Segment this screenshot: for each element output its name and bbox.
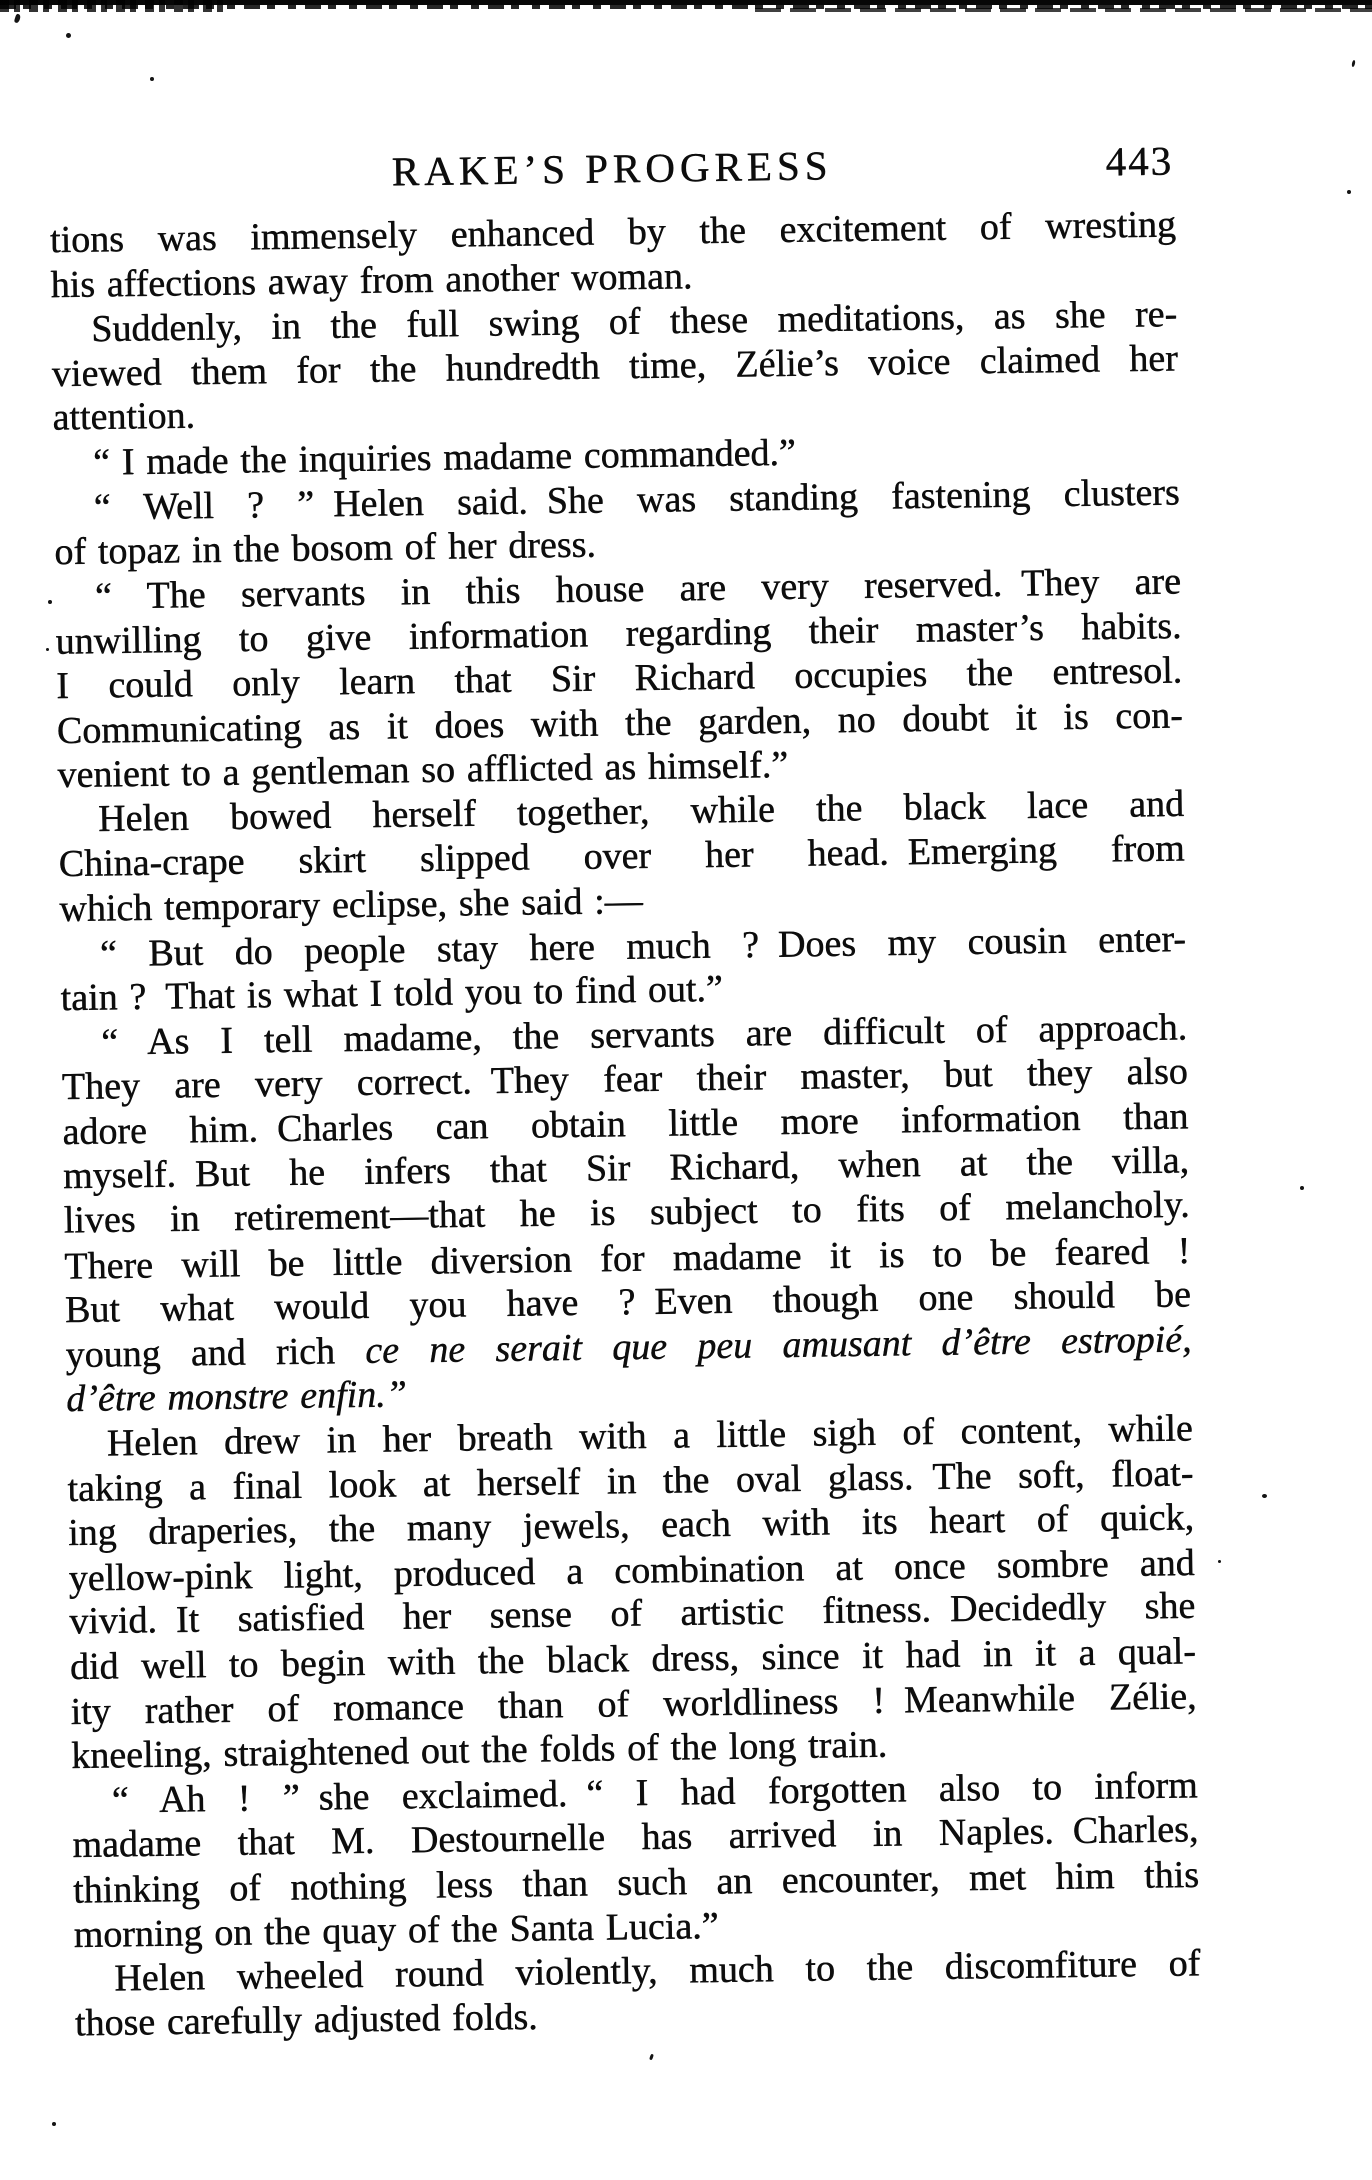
- text-segment: Helen drew in her breath with a little sigh of content, while: [106, 1407, 1193, 1465]
- text-segment: tions was immensely enhanced by the excitement of wresting: [49, 203, 1177, 262]
- text-segment: Communicating as it does with the garden, no doubt it is con-: [56, 693, 1184, 752]
- text-segment: viewed them for the hundredth time, Zélie’s voice claimed her: [51, 337, 1179, 395]
- text-segment: of topaz in the bosom of her dress.: [54, 523, 597, 574]
- text-segment: his affections away from another woman.: [50, 254, 693, 306]
- text-segment: China-crape skirt slipped over her head. Emerging from: [58, 827, 1185, 886]
- text-segment: unwilling to give information regarding their master’s habits.: [55, 605, 1182, 663]
- text-segment: kneeling, straightened out the folds of the long train.: [70, 1723, 888, 1778]
- text-segment: “ Well ? ” Helen said. She was standing fastening clusters: [93, 470, 1180, 529]
- text-segment: thinking of nothing less than such an encounter, met him this: [72, 1853, 1200, 1912]
- page-number: 443: [1105, 137, 1174, 185]
- running-title: RAKE’S PROGRESS: [391, 142, 833, 195]
- text-segment: They are very correct. They fear their master, but they also: [61, 1050, 1189, 1109]
- text-segment: ity rather of romance than of worldliness ! Meanwhile Zélie,: [70, 1674, 1197, 1733]
- text-segment: ing draperies, the many jewels, each with its heart of quick,: [67, 1496, 1195, 1555]
- text-segment: did well to begin with the black dress, since it had in it a qual-: [69, 1630, 1197, 1688]
- text-segment: “ The servants in this house are very reserved. They are: [94, 560, 1182, 618]
- italic-text-segment: d’être monstre enfin.”: [65, 1373, 407, 1421]
- text-segment: attention.: [52, 394, 196, 439]
- text-segment: Suddenly, in the full swing of these meditations, as she re-: [90, 293, 1178, 351]
- text-segment: myself. But he infers that Sir Richard, when at the villa,: [62, 1139, 1190, 1198]
- text-segment: madame that M. Destournelle has arrived in Naples. Charles,: [72, 1808, 1199, 1867]
- italic-text-segment: ce ne serait que peu amusant d’être estropié,: [364, 1318, 1192, 1372]
- text-block: [50, 202, 1201, 2046]
- text-segment: which temporary eclipse, she said :—: [59, 879, 643, 930]
- text-segment: There will be little diversion for madame it is to be feared !: [64, 1229, 1191, 1288]
- text-segment: “ As I tell madame, the servants are difficult of approach.: [100, 1005, 1188, 1064]
- text-segment: But what would you have ? Even though one should be: [64, 1273, 1192, 1332]
- text-segment: “ But do people stay here much ? Does my cousin enter-: [99, 917, 1187, 975]
- text-segment: Helen bowed herself together, while the black lace and: [97, 782, 1185, 840]
- text-segment: young and rich: [65, 1329, 366, 1376]
- text-segment: lives in retirement—that he is subject to fits of melancholy.: [63, 1183, 1190, 1242]
- page-header: [49, 136, 1176, 204]
- text-segment: vivid. It satisfied her sense of artistic fitness. Decidedly she: [68, 1585, 1196, 1643]
- text-segment: “ I made the inquiries madame commanded.”: [92, 431, 797, 484]
- text-segment: taking a final look at herself in the oval glass. The soft, float-: [67, 1451, 1194, 1510]
- text-segment: yellow-pink light, produced a combination at once sombre and: [68, 1541, 1195, 1600]
- text-segment: venient to a gentleman so afflicted as himself.”: [57, 743, 789, 797]
- text-segment: morning on the quay of the Santa Lucia.”: [73, 1904, 719, 1956]
- text-segment: I could only learn that Sir Richard occupies the entresol.: [55, 649, 1183, 707]
- text-segment: “ Ah ! ” she exclaimed. “ I had forgotten also to inform: [111, 1763, 1198, 1822]
- text-segment: tain ? That is what I told you to find out.”: [60, 967, 723, 1020]
- text-segment: those carefully adjusted folds.: [74, 1995, 538, 2045]
- text-segment: adore him. Charles can obtain little more information than: [62, 1095, 1189, 1153]
- text-segment: Helen wheeled round violently, much to the discomfiture of: [113, 1942, 1201, 2000]
